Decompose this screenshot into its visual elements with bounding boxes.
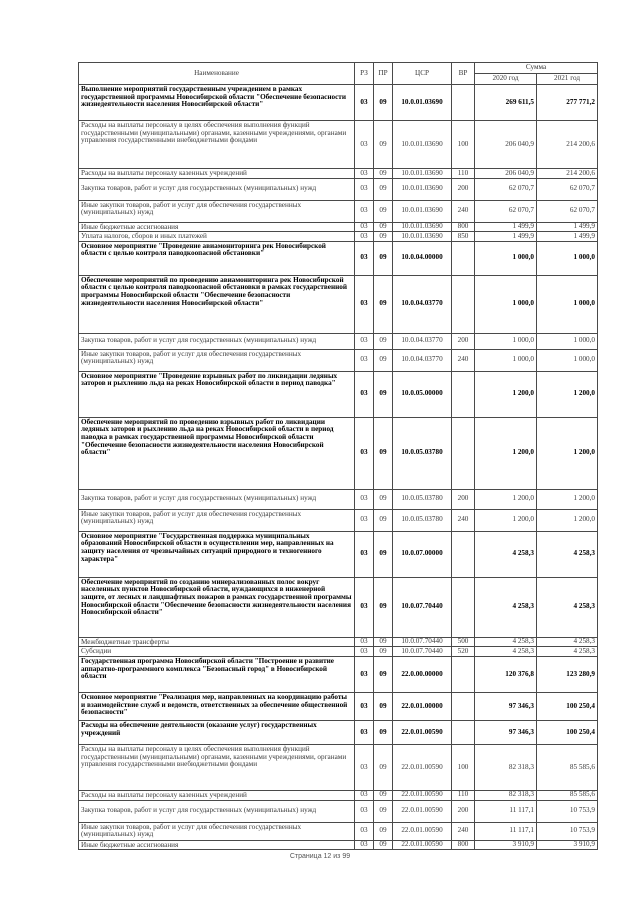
vr-cell: 100 [452, 744, 475, 790]
vr-cell [452, 241, 475, 275]
table-row [79, 840, 598, 850]
row-name-cell: Государственная программа Новосибирской области "Построение и развитие аппаратно-программного комплекса "Безопасный город" в Новосибирской области [79, 656, 355, 692]
amount-2021-cell: 85 585,6 [537, 790, 598, 800]
row-name-cell: Иные закупки товаров, работ и услуг для обеспечения государственных (муниципальных) нужд [79, 200, 355, 222]
table-row [79, 790, 598, 800]
header-rz: РЗ [355, 63, 374, 85]
amount-2020-cell: 1 200,0 [475, 489, 537, 509]
vr-cell: 240 [452, 509, 475, 531]
row-name-cell: Закупка товаров, работ и услуг для государственных (муниципальных) нужд [79, 333, 355, 349]
table-row [79, 169, 598, 179]
table-row [79, 275, 598, 333]
csr-cell: 10.0.05.03780 [393, 417, 452, 489]
csr-cell: 10.0.07.70440 [393, 637, 452, 647]
amount-2020-cell: 62 070,7 [475, 178, 537, 200]
csr-cell: 10.0.04.03770 [393, 275, 452, 333]
rz-cell: 03 [355, 371, 374, 417]
amount-2021-cell: 100 250,4 [537, 720, 598, 744]
amount-2020-cell: 1 499,9 [475, 232, 537, 242]
table-row [79, 531, 598, 577]
pr-cell: 09 [374, 822, 393, 840]
amount-2020-cell: 206 040,9 [475, 121, 537, 169]
vr-cell: 110 [452, 790, 475, 800]
vr-cell: 200 [452, 489, 475, 509]
rz-cell: 03 [355, 241, 374, 275]
row-name-cell: Обеспечение мероприятий по созданию минерализованных полос вокруг населенных пунктов Новосибирской области, нуждающихся в инженерной защите, от лесных и ландшафтных пожаров в рамках государственной программы Новосибирской области "Обеспечение безопасности жизнедеятельности населения Новосибирской области" [79, 577, 355, 637]
csr-cell: 10.0.04.03770 [393, 333, 452, 349]
vr-cell [452, 656, 475, 692]
pr-cell: 09 [374, 790, 393, 800]
amount-2021-cell: 4 258,3 [537, 531, 598, 577]
amount-2020-cell: 4 258,3 [475, 577, 537, 637]
vr-cell: 520 [452, 647, 475, 657]
amount-2020-cell: 11 117,1 [475, 822, 537, 840]
csr-cell: 10.0.01.03690 [393, 169, 452, 179]
csr-cell: 10.0.04.03770 [393, 349, 452, 371]
csr-cell: 10.0.05.03780 [393, 509, 452, 531]
rz-cell: 03 [355, 509, 374, 531]
amount-2021-cell: 3 910,9 [537, 840, 598, 850]
table-row [79, 417, 598, 489]
vr-cell: 240 [452, 200, 475, 222]
csr-cell: 22.0.01.00000 [393, 692, 452, 720]
amount-2021-cell: 1 000,0 [537, 333, 598, 349]
rz-cell: 03 [355, 169, 374, 179]
amount-2020-cell: 1 000,0 [475, 275, 537, 333]
row-name-cell: Основное мероприятие "Государственная поддержка муниципальных образований Новосибирской области в осуществлении мер, направленных на защиту населения от чрезвычайных ситуаций природного и техногенного характера" [79, 531, 355, 577]
amount-2020-cell: 82 318,3 [475, 744, 537, 790]
table-row [79, 178, 598, 200]
vr-cell: 110 [452, 169, 475, 179]
row-name-cell: Расходы на выплаты персоналу казенных учреждений [79, 790, 355, 800]
table-row [79, 371, 598, 417]
page-number: Страница 12 из 99 [289, 853, 351, 860]
row-name-cell: Основное мероприятие "Реализация мер, направленных на координацию работы и взаимодействие служб и ведомств, ответственных за обеспечение общественной безопасности" [79, 692, 355, 720]
rz-cell: 03 [355, 333, 374, 349]
vr-cell: 100 [452, 121, 475, 169]
csr-cell: 10.0.05.03780 [393, 489, 452, 509]
amount-2021-cell: 214 200,6 [537, 169, 598, 179]
pr-cell: 09 [374, 349, 393, 371]
amount-2021-cell: 62 070,7 [537, 200, 598, 222]
csr-cell: 10.0.01.03690 [393, 85, 452, 121]
table-row [79, 720, 598, 744]
row-name-cell: Межбюджетные трансферты [79, 637, 355, 647]
rz-cell: 03 [355, 647, 374, 657]
table-row [79, 121, 598, 169]
rz-cell: 03 [355, 692, 374, 720]
row-name-cell: Обеспечение мероприятий по проведению взрывных работ по ликвидации ледяных заторов и рыхлению льда на реках Новосибирской области в период паводка в рамках государственной программы Новосибирской области "Обеспечение безопасности жизнедеятельности населения Новосибирской области" [79, 417, 355, 489]
row-name-cell: Иные бюджетные ассигнования [79, 222, 355, 232]
csr-cell: 10.0.07.00000 [393, 531, 452, 577]
amount-2021-cell: 277 771,2 [537, 85, 598, 121]
vr-cell [452, 85, 475, 121]
pr-cell: 09 [374, 222, 393, 232]
amount-2021-cell: 1 499,9 [537, 232, 598, 242]
table-row [79, 489, 598, 509]
pr-cell: 09 [374, 232, 393, 242]
vr-cell: 800 [452, 840, 475, 850]
rz-cell: 03 [355, 121, 374, 169]
header-csr: ЦСР [393, 63, 452, 85]
rz-cell: 03 [355, 349, 374, 371]
rz-cell: 03 [355, 822, 374, 840]
row-name-cell: Расходы на обеспечение деятельности (оказание услуг) государственных учреждений [79, 720, 355, 744]
pr-cell: 09 [374, 241, 393, 275]
rz-cell: 03 [355, 531, 374, 577]
header-vr: ВР [452, 63, 475, 85]
table-row [79, 349, 598, 371]
budget-table [78, 62, 598, 850]
pr-cell: 09 [374, 800, 393, 822]
amount-2020-cell: 1 200,0 [475, 371, 537, 417]
table-row [79, 232, 598, 242]
amount-2020-cell: 269 611,5 [475, 85, 537, 121]
rz-cell: 03 [355, 178, 374, 200]
amount-2021-cell: 1 499,9 [537, 222, 598, 232]
amount-2020-cell: 82 318,3 [475, 790, 537, 800]
vr-cell [452, 577, 475, 637]
table-row [79, 647, 598, 657]
amount-2020-cell: 4 258,3 [475, 637, 537, 647]
table-row [79, 85, 598, 121]
vr-cell: 200 [452, 800, 475, 822]
row-name-cell: Закупка товаров, работ и услуг для государственных (муниципальных) нужд [79, 800, 355, 822]
amount-2021-cell: 123 280,9 [537, 656, 598, 692]
pr-cell: 09 [374, 720, 393, 744]
table-row [79, 333, 598, 349]
csr-cell: 10.0.01.03690 [393, 200, 452, 222]
table-row [79, 222, 598, 232]
amount-2020-cell: 1 499,9 [475, 222, 537, 232]
table-row [79, 656, 598, 692]
row-name-cell: Иные бюджетные ассигнования [79, 840, 355, 850]
csr-cell: 10.0.01.03690 [393, 121, 452, 169]
pr-cell: 09 [374, 744, 393, 790]
rz-cell: 03 [355, 85, 374, 121]
csr-cell: 22.0.01.00590 [393, 744, 452, 790]
header-row [79, 63, 598, 74]
header-pr: ПР [374, 63, 393, 85]
table-row [79, 200, 598, 222]
vr-cell [452, 417, 475, 489]
header-year-2021: 2021 год [537, 74, 598, 85]
amount-2021-cell: 62 070,7 [537, 178, 598, 200]
amount-2021-cell: 214 200,6 [537, 121, 598, 169]
pr-cell: 09 [374, 121, 393, 169]
row-name-cell: Основное мероприятие "Проведение взрывных работ по ликвидации ледяных заторов и рыхлению льда на реках Новосибирской области в период паводка" [79, 371, 355, 417]
amount-2020-cell: 4 258,3 [475, 531, 537, 577]
csr-cell: 22.0.00.00000 [393, 656, 452, 692]
rz-cell: 03 [355, 417, 374, 489]
amount-2021-cell: 1 000,0 [537, 275, 598, 333]
vr-cell [452, 371, 475, 417]
rz-cell: 03 [355, 656, 374, 692]
amount-2020-cell: 97 346,3 [475, 720, 537, 744]
amount-2020-cell: 1 200,0 [475, 509, 537, 531]
pr-cell: 09 [374, 577, 393, 637]
vr-cell: 200 [452, 333, 475, 349]
row-name-cell: Иные закупки товаров, работ и услуг для обеспечения государственных (муниципальных) нужд [79, 509, 355, 531]
table-row [79, 637, 598, 647]
table-row [79, 822, 598, 840]
table-row [79, 744, 598, 790]
pr-cell: 09 [374, 200, 393, 222]
vr-cell: 500 [452, 637, 475, 647]
vr-cell: 200 [452, 178, 475, 200]
vr-cell: 850 [452, 232, 475, 242]
pr-cell: 09 [374, 275, 393, 333]
table-row [79, 577, 598, 637]
amount-2021-cell: 100 250,4 [537, 692, 598, 720]
amount-2021-cell: 4 258,3 [537, 647, 598, 657]
vr-cell: 240 [452, 822, 475, 840]
rz-cell: 03 [355, 232, 374, 242]
rz-cell: 03 [355, 222, 374, 232]
header-year-2020: 2020 год [475, 74, 537, 85]
amount-2021-cell: 1 000,0 [537, 349, 598, 371]
amount-2021-cell: 10 753,9 [537, 800, 598, 822]
rz-cell: 03 [355, 577, 374, 637]
amount-2020-cell: 1 000,0 [475, 333, 537, 349]
table-row [79, 509, 598, 531]
row-name-cell: Расходы на выплаты персоналу казенных учреждений [79, 169, 355, 179]
amount-2020-cell: 120 376,8 [475, 656, 537, 692]
table-row [79, 241, 598, 275]
rz-cell: 03 [355, 744, 374, 790]
rz-cell: 03 [355, 489, 374, 509]
header-sum: Сумма [475, 63, 598, 74]
rz-cell: 03 [355, 637, 374, 647]
csr-cell: 10.0.07.70440 [393, 577, 452, 637]
pr-cell: 09 [374, 531, 393, 577]
pr-cell: 09 [374, 333, 393, 349]
row-name-cell: Иные закупки товаров, работ и услуг для обеспечения государственных (муниципальных) нужд [79, 822, 355, 840]
csr-cell: 10.0.07.70440 [393, 647, 452, 657]
pr-cell: 09 [374, 656, 393, 692]
amount-2021-cell: 4 258,3 [537, 577, 598, 637]
amount-2020-cell: 1 200,0 [475, 417, 537, 489]
pr-cell: 09 [374, 647, 393, 657]
rz-cell: 03 [355, 800, 374, 822]
amount-2020-cell: 97 346,3 [475, 692, 537, 720]
row-name-cell: Расходы на выплаты персоналу в целях обеспечения выполнения функций государственными (муниципальными) органами, казенными учреждениями, органами управления государственными внебюджетными фондами [79, 744, 355, 790]
pr-cell: 09 [374, 692, 393, 720]
vr-cell [452, 720, 475, 744]
amount-2021-cell: 85 585,6 [537, 744, 598, 790]
vr-cell: 240 [452, 349, 475, 371]
row-name-cell: Иные закупки товаров, работ и услуг для обеспечения государственных (муниципальных) нужд [79, 349, 355, 371]
rz-cell: 03 [355, 275, 374, 333]
header-name: Наименование [79, 63, 355, 85]
amount-2021-cell: 4 258,3 [537, 637, 598, 647]
csr-cell: 22.0.01.00590 [393, 822, 452, 840]
amount-2020-cell: 1 000,0 [475, 349, 537, 371]
rz-cell: 03 [355, 790, 374, 800]
amount-2020-cell: 1 000,0 [475, 241, 537, 275]
csr-cell: 22.0.01.00590 [393, 840, 452, 850]
table-row [79, 692, 598, 720]
vr-cell: 800 [452, 222, 475, 232]
vr-cell [452, 692, 475, 720]
pr-cell: 09 [374, 417, 393, 489]
pr-cell: 09 [374, 85, 393, 121]
amount-2020-cell: 11 117,1 [475, 800, 537, 822]
amount-2021-cell: 10 753,9 [537, 822, 598, 840]
csr-cell: 22.0.01.00590 [393, 790, 452, 800]
amount-2021-cell: 1 200,0 [537, 371, 598, 417]
pr-cell: 09 [374, 371, 393, 417]
rz-cell: 03 [355, 840, 374, 850]
csr-cell: 22.0.01.00590 [393, 800, 452, 822]
pr-cell: 09 [374, 509, 393, 531]
amount-2021-cell: 1 000,0 [537, 241, 598, 275]
pr-cell: 09 [374, 169, 393, 179]
table-row [79, 800, 598, 822]
row-name-cell: Основное мероприятие "Проведение авиамониторинга рек Новосибирской области с целью контроля паводкоопасной обстановки" [79, 241, 355, 275]
pr-cell: 09 [374, 178, 393, 200]
csr-cell: 10.0.01.03690 [393, 232, 452, 242]
row-name-cell: Обеспечение мероприятий по проведению авиамониторинга рек Новосибирской области с целью контроля паводкоопасной обстановки в рамках государственной программы Новосибирской области "Обеспечение безопасности жизнедеятельности населения Новосибирской области" [79, 275, 355, 333]
csr-cell: 22.0.01.00590 [393, 720, 452, 744]
row-name-cell: Закупка товаров, работ и услуг для государственных (муниципальных) нужд [79, 489, 355, 509]
row-name-cell: Уплата налогов, сборов и иных платежей [79, 232, 355, 242]
vr-cell [452, 531, 475, 577]
pr-cell: 09 [374, 489, 393, 509]
row-name-cell: Субсидии [79, 647, 355, 657]
csr-cell: 10.0.01.03690 [393, 178, 452, 200]
row-name-cell: Закупка товаров, работ и услуг для государственных (муниципальных) нужд [79, 178, 355, 200]
rz-cell: 03 [355, 200, 374, 222]
row-name-cell: Расходы на выплаты персоналу в целях обеспечения выполнения функций государственными (муниципальными) органами, казенными учреждениями, органами управления государственными внебюджетными фондами [79, 121, 355, 169]
csr-cell: 10.0.01.03690 [393, 222, 452, 232]
csr-cell: 10.0.05.00000 [393, 371, 452, 417]
amount-2020-cell: 4 258,3 [475, 647, 537, 657]
amount-2021-cell: 1 200,0 [537, 417, 598, 489]
table-header [79, 63, 598, 85]
rz-cell: 03 [355, 720, 374, 744]
vr-cell [452, 275, 475, 333]
amount-2021-cell: 1 200,0 [537, 509, 598, 531]
amount-2020-cell: 3 910,9 [475, 840, 537, 850]
row-name-cell: Выполнение мероприятий государственным учреждением в рамках государственной программы Новосибирской области "Обеспечение безопасности жизнедеятельности населения Новосибирской области" [79, 85, 355, 121]
pr-cell: 09 [374, 840, 393, 850]
table-body [79, 85, 598, 850]
amount-2020-cell: 206 040,9 [475, 169, 537, 179]
pr-cell: 09 [374, 637, 393, 647]
amount-2020-cell: 62 070,7 [475, 200, 537, 222]
amount-2021-cell: 1 200,0 [537, 489, 598, 509]
csr-cell: 10.0.04.00000 [393, 241, 452, 275]
